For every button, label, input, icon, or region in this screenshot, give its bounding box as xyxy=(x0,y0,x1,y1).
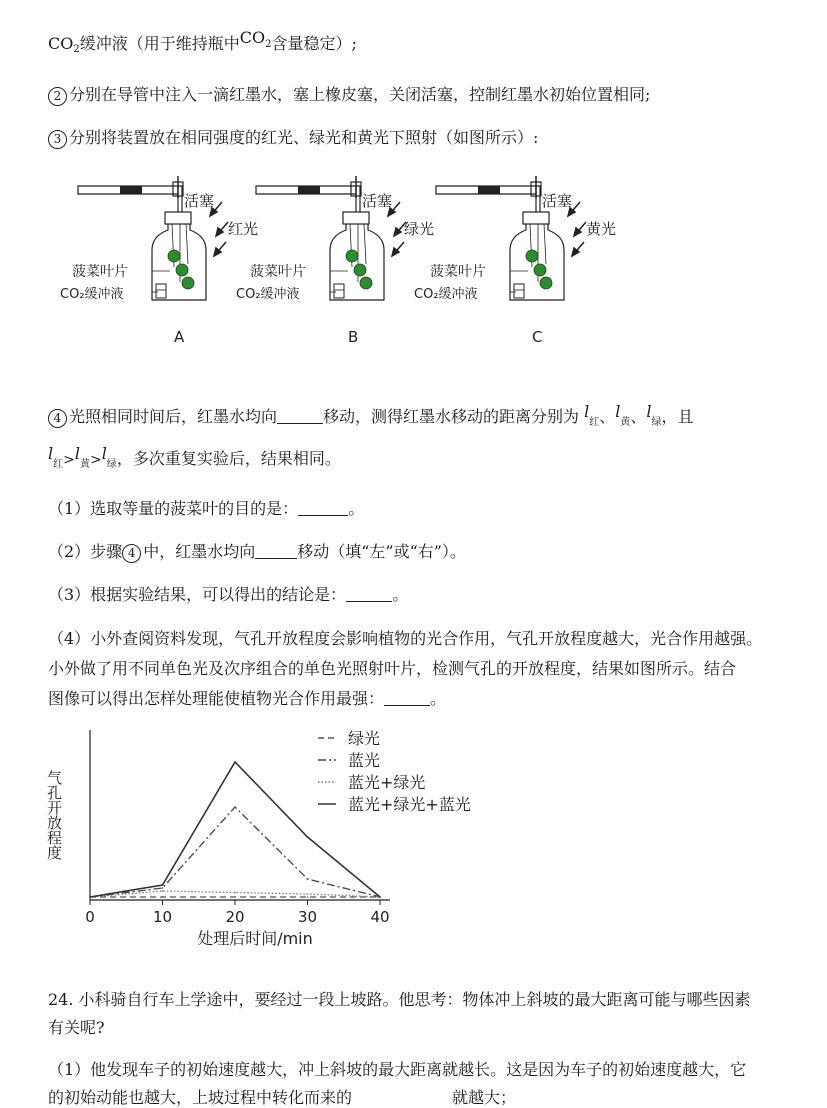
data-point xyxy=(162,887,164,889)
answer-blank[interactable] xyxy=(346,587,392,602)
x-tick-label: 10 xyxy=(152,908,173,926)
co2-buffer-line: $CO_2$缓冲液（用于维持瓶中$CO^2$含量稳定）; xyxy=(48,28,357,55)
data-point xyxy=(234,896,236,898)
step-number-3: 3 xyxy=(48,130,67,149)
x-axis-label: 处理后时间/min xyxy=(197,929,313,948)
legend-label: 蓝光+绿光+蓝光 xyxy=(348,795,471,814)
data-point xyxy=(307,878,309,880)
data-point xyxy=(162,890,164,892)
data-point xyxy=(307,896,309,898)
data-point xyxy=(89,896,91,898)
apparatus-C xyxy=(414,176,616,346)
apparatus-figure xyxy=(60,172,680,352)
question-4-line3: 图像可以得出怎样处理能使植物光合作用最强： 。 xyxy=(48,689,447,708)
legend-label: 蓝光 xyxy=(348,751,381,770)
x-tick-label: 40 xyxy=(370,908,390,926)
question-4-line2: 小外做了用不同单色光及次序组合的单色光照射叶片，检测气孔的开放程度，结果如图所示。结合 xyxy=(48,659,737,678)
step-2: 2 分别在导管中注入一滴红墨水，塞上橡皮塞，关闭活塞，控制红墨水初始位置相同; xyxy=(48,85,650,106)
answer-blank[interactable] xyxy=(384,691,430,706)
question-24-1: （1）他发现车子的初始速度越大，冲上斜坡的最大距离就越长。这是因为车子的初始速度越大，它 xyxy=(48,1060,747,1079)
data-point xyxy=(234,806,236,808)
x-tick-label: 30 xyxy=(297,908,318,926)
data-point xyxy=(379,896,381,898)
valve-label: 活塞 xyxy=(542,192,573,210)
data-point xyxy=(162,896,164,898)
figure-label: A xyxy=(174,328,185,346)
step-4: 4 光照相同时间后，红墨水均向 移动，测得红墨水移动的距离分别为 $l_红$、$l_黄$、$l_绿$，且 xyxy=(48,402,694,433)
data-point xyxy=(234,892,236,894)
step-number-2: 2 xyxy=(48,87,67,106)
buffer-label: CO₂缓冲液 xyxy=(60,287,124,302)
stomata-chart xyxy=(40,722,510,962)
step-4-cont: $l_红>l_黄>l_绿$，多次重复实验后，结果相同。 xyxy=(48,444,341,470)
question-2: （2）步骤 4 中，红墨水均向 移动（填“左”或“右”）。 xyxy=(48,542,466,561)
question-3: （3）根据实验结果，可以得出的结论是： 。 xyxy=(48,585,409,604)
valve-label: 活塞 xyxy=(362,192,393,210)
light-label: 黄光 xyxy=(586,220,617,238)
step-3: 3 分别将装置放在相同强度的红光、绿光和黄光下照射（如图所示）: xyxy=(48,128,538,149)
legend-label: 绿光 xyxy=(348,729,381,748)
step-number-4-ref: 4 xyxy=(122,544,141,563)
question-1: （1）选取等量的菠菜叶的目的是： 。 xyxy=(48,499,365,518)
apparatus-A xyxy=(60,176,258,346)
question-4-line1: （4）小外查阅资料发现，气孔开放程度会影响植物的光合作用，气孔开放程度越大，光合作用越强。 xyxy=(48,629,763,648)
leaf-label: 菠菜叶片 xyxy=(430,264,486,280)
figure-label: B xyxy=(348,328,359,346)
leaf-label: 菠菜叶片 xyxy=(72,264,128,280)
apparatus-B xyxy=(236,176,434,346)
buffer-label: CO₂缓冲液 xyxy=(414,287,478,302)
x-tick-label: 20 xyxy=(225,908,245,926)
series-line-4 xyxy=(90,762,380,897)
x-tick-label: 0 xyxy=(85,908,95,926)
y-axis-label: 气孔开放程度 xyxy=(45,770,63,860)
valve-label: 活塞 xyxy=(184,192,215,210)
leaf-label: 菠菜叶片 xyxy=(250,264,306,280)
question-24: 24. 小科骑自行车上学途中，要经过一段上坡路。他思考：物体冲上斜坡的最大距离可能与哪些因素 xyxy=(48,990,751,1009)
question-24-cont: 有关呢? xyxy=(48,1018,105,1037)
data-point xyxy=(307,836,309,838)
data-point xyxy=(307,893,309,895)
answer-blank[interactable] xyxy=(255,544,297,559)
figure-label: C xyxy=(532,328,543,346)
step-number-4: 4 xyxy=(48,409,67,428)
light-label: 红光 xyxy=(228,220,259,238)
data-point xyxy=(162,884,164,886)
answer-blank[interactable] xyxy=(298,501,348,516)
series-line-2 xyxy=(90,807,380,897)
light-label: 绿光 xyxy=(404,220,435,238)
legend-label: 蓝光+绿光 xyxy=(348,773,426,792)
question-24-1-cont: 的初始动能也越大，上坡过程中转化而来的 就越大； xyxy=(48,1088,517,1107)
buffer-label: CO₂缓冲液 xyxy=(236,287,300,302)
answer-blank[interactable] xyxy=(277,409,323,424)
data-point xyxy=(234,761,236,763)
